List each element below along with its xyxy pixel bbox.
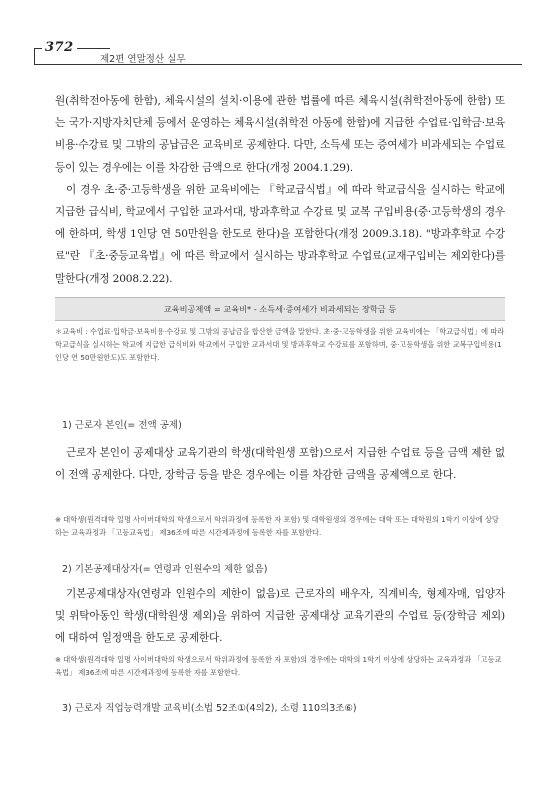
note-text: ※ 대학생(원격대학 일명 사이버대학의 학생으로서 학위과정에 등록한 자 포함) 및 대학원생의 경우에는 대학 또는 대학원의 1학기 이상에 상당하는 교육과정과 「고등교육법」 제36조에 따른 시간제과정에 등록한 자를 포함한다.	[55, 515, 499, 537]
note-text: ＊교육비 : 수업료·입학금·보육비용·수강료 및 그밖의 공납금을 합산한 금액을 말한다. 초·중·고등학생을 위한 교육비에는 「학교급식법」에 따라 학교급식을 실시하는 학교에 지급한 급식비와 학교에서 구입한 교과서대 및 방과후학교 수강료를 포함하며, 중·고등학생을 위한 교복구입비용(1인당 연 50만원한도)도 포함한다.	[55, 327, 505, 362]
section-paragraph: 근로자 본인이 공제대상 교육기관의 학생(대학원생 포함)으로서 지급한 수업료 등을 금액 제한 없이 전액 공제한다. 다만, 장학금 등을 받은 경우에는 이를 차감한 금액을 공제액으로 한다.	[55, 447, 505, 482]
section-paragraph: 기본공제대상자(연령과 인원수의 제한이 없음)로 근로자의 배우자, 직계비속, 형제자매, 입양자 및 위탁아동인 학생(대학원생 제외)을 위하여 지급한 공제대상 교육기관의 수업료 등(장학금 제외)에 대하여 일정액을 한도로 공제한다.	[55, 588, 505, 645]
section-note-self	[55, 514, 505, 540]
paragraph-2: 이 경우 초·중·고등학생을 위한 교육비에는 『학교급식법』에 따라 학교급식을 실시하는 학교에 지급한 급식비, 학교에서 구입한 교과서대, 방과후학교 수강료 및 교복 구입비용(중·고등학생의 경우에 한하며, 학생 1인당 연 50만원을 한도로 한다)을 포함한다(개정 2009.3.18). "방과후학교 수강료"란 『초·중등교육법』에 따른 학교에서 실시하는 방과후학교 수업료(교재구입비는 제외한다)를 말한다(개정 2008.2.22).	[55, 183, 505, 285]
intro-text	[55, 90, 505, 290]
chapter-title: 제2편 연말정산 실무	[100, 54, 186, 65]
section-body-self	[55, 442, 505, 486]
section-body-dependents	[55, 583, 505, 650]
section-heading-self: 1) 근로자 본인(= 전액 공제)	[62, 420, 182, 431]
section-heading-dependents: 2) 기본공제대상자(= 연령과 인원수의 제한 없음)	[62, 564, 268, 575]
section-heading-vocational: 3) 근로자 직업능력개발 교육비(소법 52조①(4의2), 소령 110의3조⑥)	[62, 703, 357, 714]
note-text: ※ 대학생(원격대학 일명 사이버대학의 학생으로서 학위과정에 등록한 자 포함)의 경우에는 대학의 1학기 이상에 상당하는 교육과정과 「고등교육법」 제36조에 따른 시간제과정에 등록한 자를 포함한다.	[55, 655, 502, 677]
section-note-dependents	[55, 654, 505, 680]
page-number: 372	[42, 40, 77, 55]
page-header	[28, 40, 522, 70]
formula-box: 교육비공제액 = 교육비* - 소득세·증여세가 비과세되는 장학금 등	[55, 297, 505, 321]
paragraph-1: 원(취학전아동에 한함), 체육시설의 설치·이용에 관한 법률에 따른 체육시설(취학전아동에 한함) 또는 국가·지방자치단체 등에서 운영하는 체육시설(취학전 아동에 한함)에 지급한 수업료·입학금·보육비용·수강료 및 그밖의 공납금은 교육비로 공제한다. 다만, 소득세 또는 증여세가 비과세되는 수업료 등이 있는 경우에는 이를 차감한 금액으로 한다(개정 2004.1.29).	[55, 95, 505, 174]
header-side-rule	[34, 48, 35, 64]
education-expense-note	[55, 326, 505, 364]
